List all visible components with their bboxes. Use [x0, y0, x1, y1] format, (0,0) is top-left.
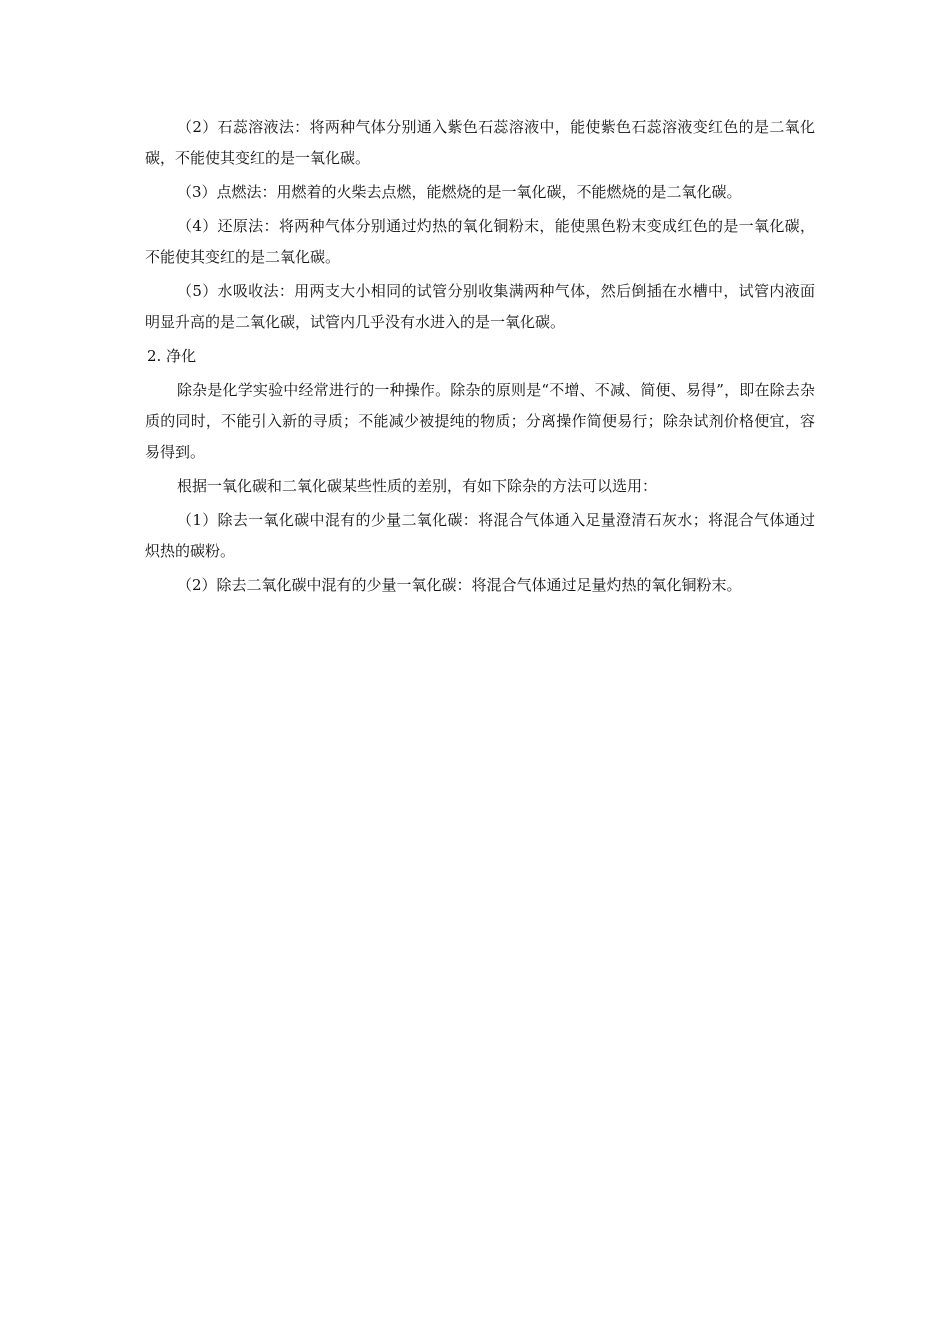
paragraph-water-absorption-method: （5）水吸收法：用两支大小相同的试管分别收集满两种气体，然后倒插在水槽中，试管内液面明显升高的是二氧化碳，试管内几乎没有水进入的是一氧化碳。: [145, 282, 815, 331]
document-body: [145, 112, 815, 604]
paragraph-method-intro: 根据一氧化碳和二氧化碳某些性质的差别，有如下除杂的方法可以选用：: [177, 477, 658, 495]
paragraph-purification-principle: 除杂是化学实验中经常进行的一种操作。除杂的原则是“不增、不减、简便、易得”，即在除去杂质的同时，不能引入新的寻质；不能减少被提纯的物质；分离操作简便易行；除杂试剂价格便宜，容易得到。: [145, 381, 815, 461]
section-heading-purification: 2. 净化: [147, 347, 197, 365]
paragraph-remove-co2: （1）除去一氧化碳中混有的少量二氧化碳：将混合气体通入足量澄清石灰水；将混合气体通过炽热的碳粉。: [145, 511, 815, 560]
paragraph-reduction-method: （4）还原法：将两种气体分别通过灼热的氧化铜粉末，能使黑色粉末变成红色的是一氧化碳，不能使其变红的是二氧化碳。: [145, 217, 815, 266]
paragraph-ignition-method: （3）点燃法：用燃着的火柴去点燃，能燃烧的是一氧化碳，不能燃烧的是二氧化碳。: [177, 183, 742, 201]
paragraph-remove-co: （2）除去二氧化碳中混有的少量一氧化碳：将混合气体通过足量灼热的氧化铜粉末。: [177, 576, 742, 594]
paragraph-litmus-method: （2）石蕊溶液法：将两种气体分别通入紫色石蕊溶液中，能使紫色石蕊溶液变红色的是二氧化碳，不能使其变红的是一氧化碳。: [145, 118, 815, 167]
